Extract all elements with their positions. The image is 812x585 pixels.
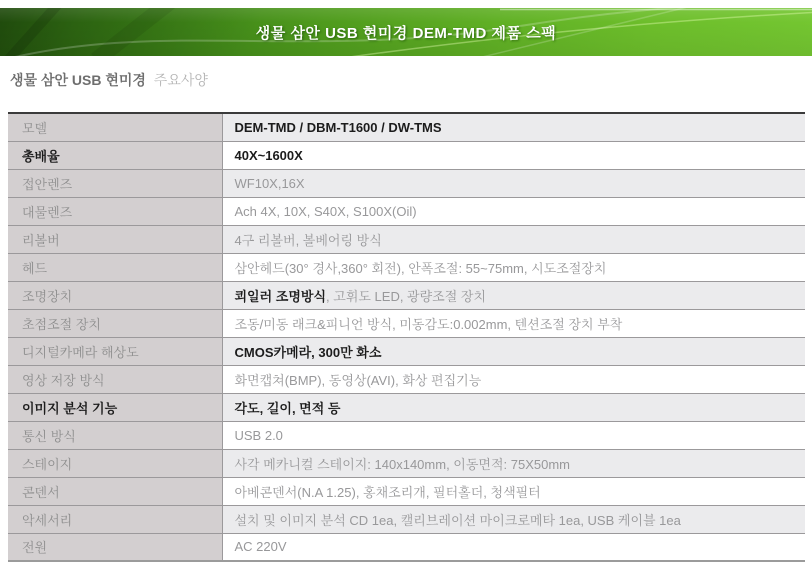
table-row	[8, 169, 805, 197]
spec-value: 각도, 길이, 면적 등	[222, 393, 805, 421]
table-row	[8, 393, 805, 421]
spec-label: 총배율	[8, 141, 222, 169]
header-banner	[0, 8, 812, 56]
table-row	[8, 141, 805, 169]
spec-value: Ach 4X, 10X, S40X, S100X(Oil)	[222, 197, 805, 225]
table-row	[8, 337, 805, 365]
table-row	[8, 281, 805, 309]
spec-value: 화면캡쳐(BMP), 동영상(AVI), 화상 편집기능	[222, 365, 805, 393]
spec-label: 이미지 분석 기능	[8, 393, 222, 421]
spec-value: 사각 메카니컬 스테이지: 140x140mm, 이동면적: 75X50mm	[222, 449, 805, 477]
spec-value: 설치 및 이미지 분석 CD 1ea, 캘리브레이션 마이크로메타 1ea, USB 케이블 1ea	[222, 505, 805, 533]
spec-label: 통신 방식	[8, 421, 222, 449]
page-subtitle	[10, 70, 208, 90]
table-row	[8, 113, 805, 141]
spec-label: 리볼버	[8, 225, 222, 253]
spec-value: WF10X,16X	[222, 169, 805, 197]
spec-label: 디지털카메라 해상도	[8, 337, 222, 365]
table-row	[8, 477, 805, 505]
spec-label: 악세서리	[8, 505, 222, 533]
spec-value: 삼안헤드(30° 경사,360° 회전), 안폭조절: 55~75mm, 시도조절장치	[222, 253, 805, 281]
spec-value: 4구 리볼버, 볼베어링 방식	[222, 225, 805, 253]
spec-value: USB 2.0	[222, 421, 805, 449]
spec-value: AC 220V	[222, 533, 805, 561]
spec-value: 조동/미동 래크&피니언 방식, 미동감도:0.002mm, 텐션조절 장치 부착	[222, 309, 805, 337]
table-row	[8, 197, 805, 225]
table-row	[8, 533, 805, 561]
spec-table	[8, 112, 805, 562]
table-row	[8, 421, 805, 449]
spec-label: 대물렌즈	[8, 197, 222, 225]
spec-label: 접안렌즈	[8, 169, 222, 197]
table-row	[8, 225, 805, 253]
spec-value	[222, 281, 805, 309]
spec-label: 조명장치	[8, 281, 222, 309]
spec-label: 헤드	[8, 253, 222, 281]
table-row	[8, 253, 805, 281]
spec-value: 40X~1600X	[222, 141, 805, 169]
table-row	[8, 449, 805, 477]
subtitle-section-label: 주요사양	[153, 72, 208, 88]
banner-title: 생물 삼안 USB 현미경 DEM-TMD 제품 스팩	[255, 25, 557, 42]
spec-label: 초점조절 장치	[8, 309, 222, 337]
spec-label: 콘덴서	[8, 477, 222, 505]
subtitle-product-name: 생물 삼안 USB 현미경	[10, 72, 146, 88]
spec-label: 영상 저장 방식	[8, 365, 222, 393]
spec-value: 아베콘덴서(N.A 1.25), 홍채조리개, 필터홀더, 청색필터	[222, 477, 805, 505]
spec-value: DEM-TMD / DBM-T1600 / DW-TMS	[222, 113, 805, 141]
spec-label: 모델	[8, 113, 222, 141]
table-row	[8, 365, 805, 393]
spec-value-rest: , 고휘도 LED, 광량조절 장치	[326, 288, 487, 304]
spec-label: 전원	[8, 533, 222, 561]
spec-value-emphasis: 쾨일러 조명방식	[234, 288, 327, 304]
spec-label: 스테이지	[8, 449, 222, 477]
spec-value: CMOS카메라, 300만 화소	[222, 337, 805, 365]
table-row	[8, 505, 805, 533]
table-row	[8, 309, 805, 337]
